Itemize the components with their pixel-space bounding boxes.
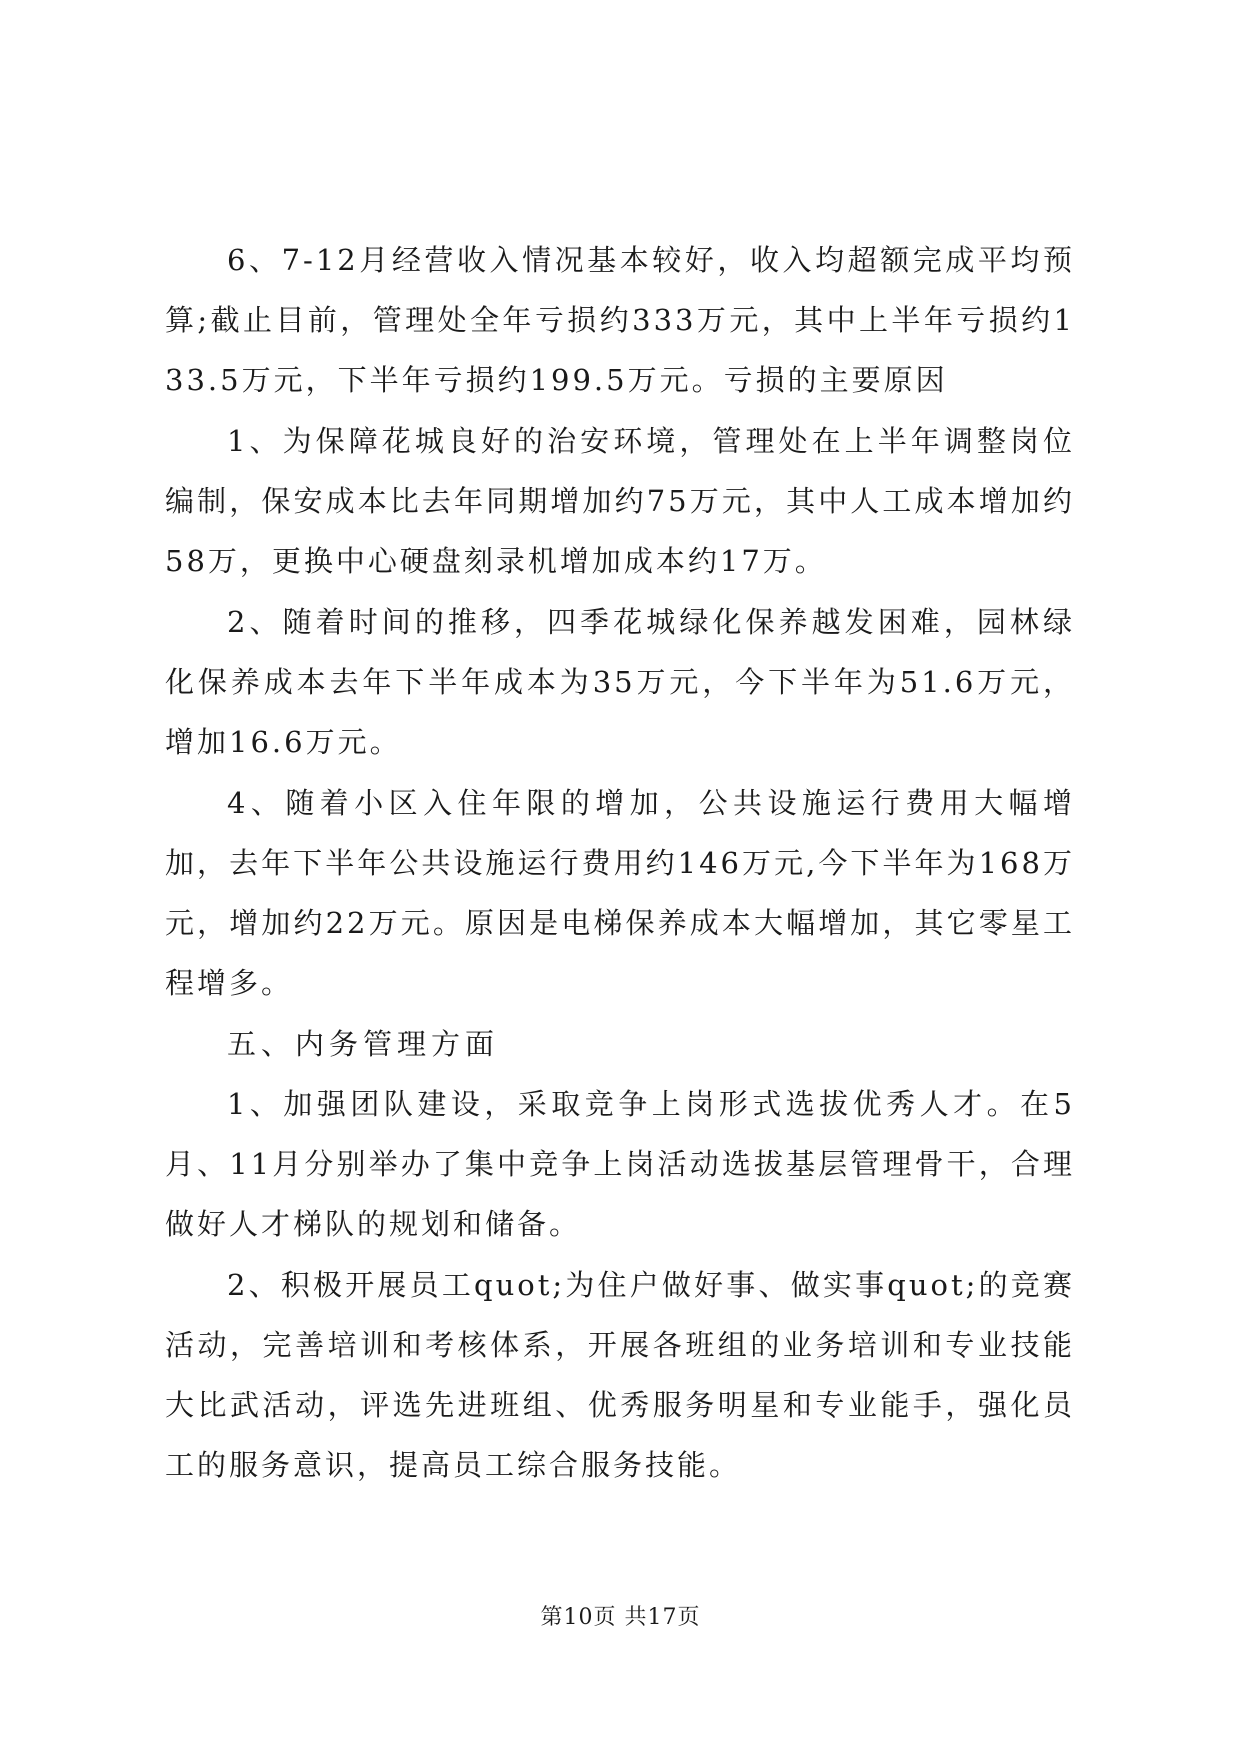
section-heading: 五、内务管理方面 xyxy=(227,1027,500,1061)
paragraph-staff-training: 2、积极开展员工quot;为住户做好事、做实事quot;的竞赛活动，完善培训和考核体系，开展各班组的业务培训和专业技能大比武活动，评选先进班组、优秀服务明星和专业能手，强化员工的服务意识，提高员工综合服务技能。 xyxy=(165,1268,1075,1482)
paragraph-facility-cost: 4、随着小区入住年限的增加，公共设施运行费用大幅增加，去年下半年公共设施运行费用约146万元,今下半年为168万元，增加约22万元。原因是电梯保养成本大幅增加，其它零星工程增多。 xyxy=(165,786,1075,1000)
document-body xyxy=(165,230,1075,1496)
paragraph-team-building: 1、加强团队建设，采取竞争上岗形式选拔优秀人才。在5月、11月分别举办了集中竞争上岗活动选拔基层管理骨干，合理做好人才梯队的规划和储备。 xyxy=(165,1087,1075,1241)
page-number-footer: 第10页 共17页 xyxy=(540,1605,701,1630)
paragraph-greening-cost: 2、随着时间的推移，四季花城绿化保养越发困难，园林绿化保养成本去年下半年成本为35万元，今下半年为51.6万元，增加16.6万元。 xyxy=(165,605,1075,759)
paragraph-security-cost: 1、为保障花城良好的治安环境，管理处在上半年调整岗位编制，保安成本比去年同期增加约75万元，其中人工成本增加约58万，更换中心硬盘刻录机增加成本约17万。 xyxy=(165,424,1075,578)
paragraph-operating-income: 6、7-12月经营收入情况基本较好，收入均超额完成平均预算;截止目前，管理处全年亏损约333万元，其中上半年亏损约133.5万元，下半年亏损约199.5万元。亏损的主要原因 xyxy=(165,243,1075,397)
